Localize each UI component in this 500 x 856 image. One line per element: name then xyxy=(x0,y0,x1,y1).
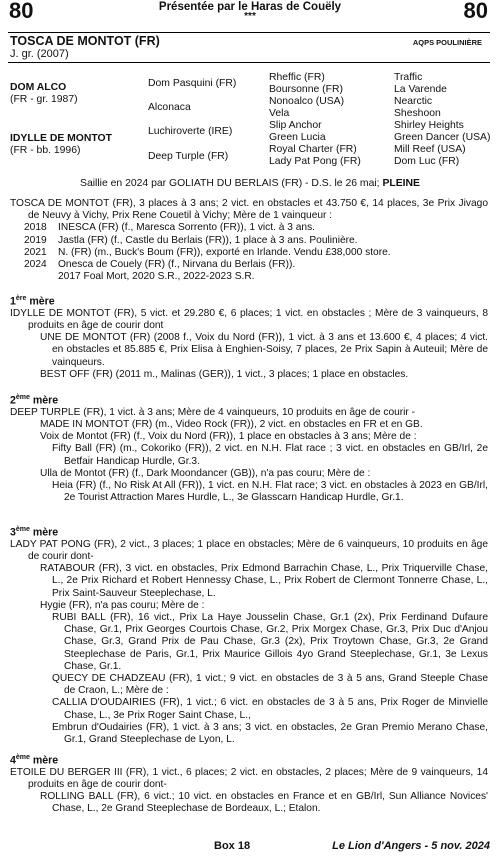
second-dam-section xyxy=(10,392,488,504)
gen3-cell: Nonoalco (USA) xyxy=(269,96,345,107)
family-line: Ulla de Montot (FR) (f., Dark Moondancer (GB)), n'a pas couru; Mère de : xyxy=(40,467,371,479)
family-line: ETOILE DU BERGER III (FR), 1 vict., 6 places; 2 vict. en obstacles, 2 places; Mère de 9 vainqueurs, 14 produits en âge de courir dont- xyxy=(10,766,488,790)
gen4-cell: Traffic xyxy=(394,72,423,83)
produce-row: 2021 N. (FR) (m., Buck's Boum (FR)), exporté en Irlande. Vendu £38,000 store. xyxy=(24,246,391,258)
covering-note: Saillie en 2024 par GOLIATH DU BERLAIS (FR) - D.S. le 26 mai; PLEINE xyxy=(80,178,420,189)
horse-name: TOSCA DE MONTOT (FR) xyxy=(10,34,160,48)
family-line: RATABOUR (FR), 3 vict. en obstacles, Prix Edmond Barrachin Chase, L., Prix Triquerville Chase, L., 2e Prix Richard et Robert Hennessy Chase, L., Prix Robert de Clermont Tonnerre Chase, L., Prix Saint-Sauveur Steeplechase, L. xyxy=(40,563,488,599)
sire-name: DOM ALCO xyxy=(10,82,67,93)
category-label: AQPS POULINIÈRE xyxy=(412,38,482,47)
family-line: ROLLING BALL (FR), 6 vict.; 10 vict. en obstacles en France et en GB/Irl, Sun Alliance Novices' Chase, L., 2e Grand Steeplechase de Bordeaux, L.; Etalon. xyxy=(40,791,488,815)
produce-record xyxy=(10,198,488,283)
family-line: CALLIA D'OUDAIRIES (FR), 1 vict.; 6 vict. en obstacles de 3 à 5 ans, Prix Roger de Minvielle Chase, L., 3e Prix Roger Saint Chase, L., xyxy=(52,697,488,721)
lot-number-left: 80 xyxy=(9,0,34,23)
gen4-cell: Dom Luc (FR) xyxy=(394,156,460,167)
section-heading: 2ème mère xyxy=(10,394,59,407)
gen2-cell: Alconaca xyxy=(148,102,191,113)
produce-row: 2017 Foal Mort, 2020 S.R., 2022-2023 S.R. xyxy=(58,271,255,283)
box-number: Box 18 xyxy=(214,840,251,852)
dam-name: IDYLLE DE MONTOT xyxy=(10,133,112,144)
family-line: DEEP TURPLE (FR), 1 vict. à 3 ans; Mère de 4 vainqueurs, 10 produits en âge de courir - xyxy=(10,406,416,418)
page-footer xyxy=(0,838,500,854)
gen3-cell: Slip Anchor xyxy=(269,120,322,131)
first-dam-section xyxy=(10,293,488,381)
stars-mark: *** xyxy=(244,11,256,22)
gen2-cell: Luchiroverte (IRE) xyxy=(148,126,233,137)
family-line: Heia (FR) (f., No Risk At All (FR)), 1 vict. en N.H. Flat race; 3 vict. en obstacles à 2023 en GB/Irl, 2e Tourist Attraction Mares Hurdle, L., 3e Glasscarn Handicap Hurdle, Gr.1. xyxy=(52,479,488,504)
section-heading: 1ère mère xyxy=(10,295,55,308)
family-line: LADY PAT PONG (FR), 2 vict., 3 places; 1 place en obstacles; Mère de 6 vainqueurs, 10 produits en âge de courir dont- xyxy=(10,538,488,562)
gen4-cell: Sheshoon xyxy=(394,108,441,119)
consignor-line: Présentée par le Haras de Couëly xyxy=(158,1,342,13)
gen4-cell: Green Dancer (USA) xyxy=(394,132,491,143)
family-line: BEST OFF (FR) (2011 m., Malinas (GER)), 1 vict., 3 places; 1 place en obstacles. xyxy=(40,368,409,380)
produce-row: 2019 Jastla (FR) (f., Castle du Berlais (FR)), 1 place à 3 ans. Poulinière. xyxy=(24,234,358,246)
gen4-cell: Mill Reef (USA) xyxy=(394,144,466,155)
gen3-cell: Rheffic (FR) xyxy=(269,72,325,83)
gen4-cell: Shirley Heights xyxy=(394,120,464,131)
family-line: Voix de Montot (FR) (f., Voix du Nord (FR)), 1 place en obstacles à 3 ans; Mère de : xyxy=(40,431,417,443)
section-heading: 3ème mère xyxy=(10,526,59,539)
section-heading: 4ème mère xyxy=(10,754,59,767)
pedigree-table xyxy=(10,70,490,170)
gen3-cell: Lady Pat Pong (FR) xyxy=(269,156,361,167)
sale-venue-date: Le Lion d'Angers - 5 nov. 2024 xyxy=(332,840,490,852)
title-rule xyxy=(8,32,490,33)
family-line: RUBI BALL (FR), 16 vict., Prix La Haye Jousselin Chase, Gr.1 (2x), Prix Ferdinand Dufaure Chase, Gr.1, Prix Georges Courtois Chase, Gr.2, Prix Morgex Chase, Gr.3, Prix Duc d'Anjou Chase, Gr.3, Grand Prix de Pau Chase, Gr.3 (2x), Prix Troytown Chase, Gr.3, 2e Grand Steeplechase de Paris, Gr.1, Prix Maurice Gillois 4yo Grand Steeplechase, Gr.1, 3e Lexus Chase, Gr.1. xyxy=(52,611,488,672)
gen3-cell: Boursonne (FR) xyxy=(269,84,343,95)
family-line: Embrun d'Oudairies (FR), 1 vict. à 3 ans; 3 vict. en obstacles, 2e Gran Premio Merano Chase, Gr.1, Grand Steeplechase de Lyon, L. xyxy=(52,721,488,745)
sire-detail: (FR - gr. 1987) xyxy=(10,94,78,105)
produce-row: 2018 INESCA (FR) (f., Maresca Sorrento (FR)), 1 vict. à 3 ans. xyxy=(24,222,316,234)
gen3-cell: Royal Charter (FR) xyxy=(269,144,357,155)
horse-description: J. gr. (2007) xyxy=(10,48,69,60)
catalogue-header xyxy=(0,0,500,30)
family-line: Hygie (FR), n'a pas couru; Mère de : xyxy=(40,599,205,611)
family-line: MADE IN MONTOT (FR) (m., Video Rock (FR)), 2 vict. en obstacles en FR et en GB. xyxy=(40,418,423,430)
third-dam-section xyxy=(10,524,488,746)
gen2-cell: Deep Turple (FR) xyxy=(148,151,229,162)
gen4-cell: Nearctic xyxy=(394,96,433,107)
dam-detail: (FR - bb. 1996) xyxy=(10,145,81,156)
gen4-cell: La Varende xyxy=(394,84,447,95)
fourth-dam-section xyxy=(10,752,488,816)
gen3-cell: Green Lucia xyxy=(269,132,326,143)
family-line: IDYLLE DE MONTOT (FR), 5 vict. et 29.280 €, 6 places; 1 vict. en obstacles ; Mère de 3 vainqueurs, 8 produits en âge de courir dont xyxy=(10,307,488,331)
family-line: Fifty Ball (FR) (m., Cokoriko (FR)), 2 vict. en N.H. Flat race ; 3 vict. en obstacles en GB/Irl, 2e Betfair Handicap Hurdle, Gr.3. xyxy=(52,443,488,467)
produce-row: 2024 Onesca de Couely (FR) (f., Nirvana du Berlais (FR)). xyxy=(24,259,296,271)
gen2-cell: Dom Pasquini (FR) xyxy=(148,78,237,89)
gen3-cell: Vela xyxy=(269,108,290,119)
family-line: QUECY DE CHADZEAU (FR), 1 vict.; 9 vict. en obstacles de 3 à 5 ans, Grand Steeple Chase de Craon, L.; Mère de : xyxy=(52,672,488,697)
dam-record: TOSCA DE MONTOT (FR), 3 places à 3 ans; 2 vict. en obstacles et 43.750 €, 14 places, 3e Prix Jivago de Neuvy à Vichy, Prix Rene Couetil à Vichy; Mère de 1 vainqueur : xyxy=(10,198,488,222)
family-line: UNE DE MONTOT (FR) (2008 f., Voix du Nord (FR)), 1 vict. à 3 ans et 13.600 €, 4 places; 4 vict. en obstacles et 85.885 €, Prix Elisa à Enghien-Soisy, 7 places, 2e Prix Sapin à Auteuil; Mère de vainqueurs. xyxy=(40,332,488,368)
lot-number-right: 80 xyxy=(463,0,488,23)
pedigree-rule xyxy=(8,62,490,63)
